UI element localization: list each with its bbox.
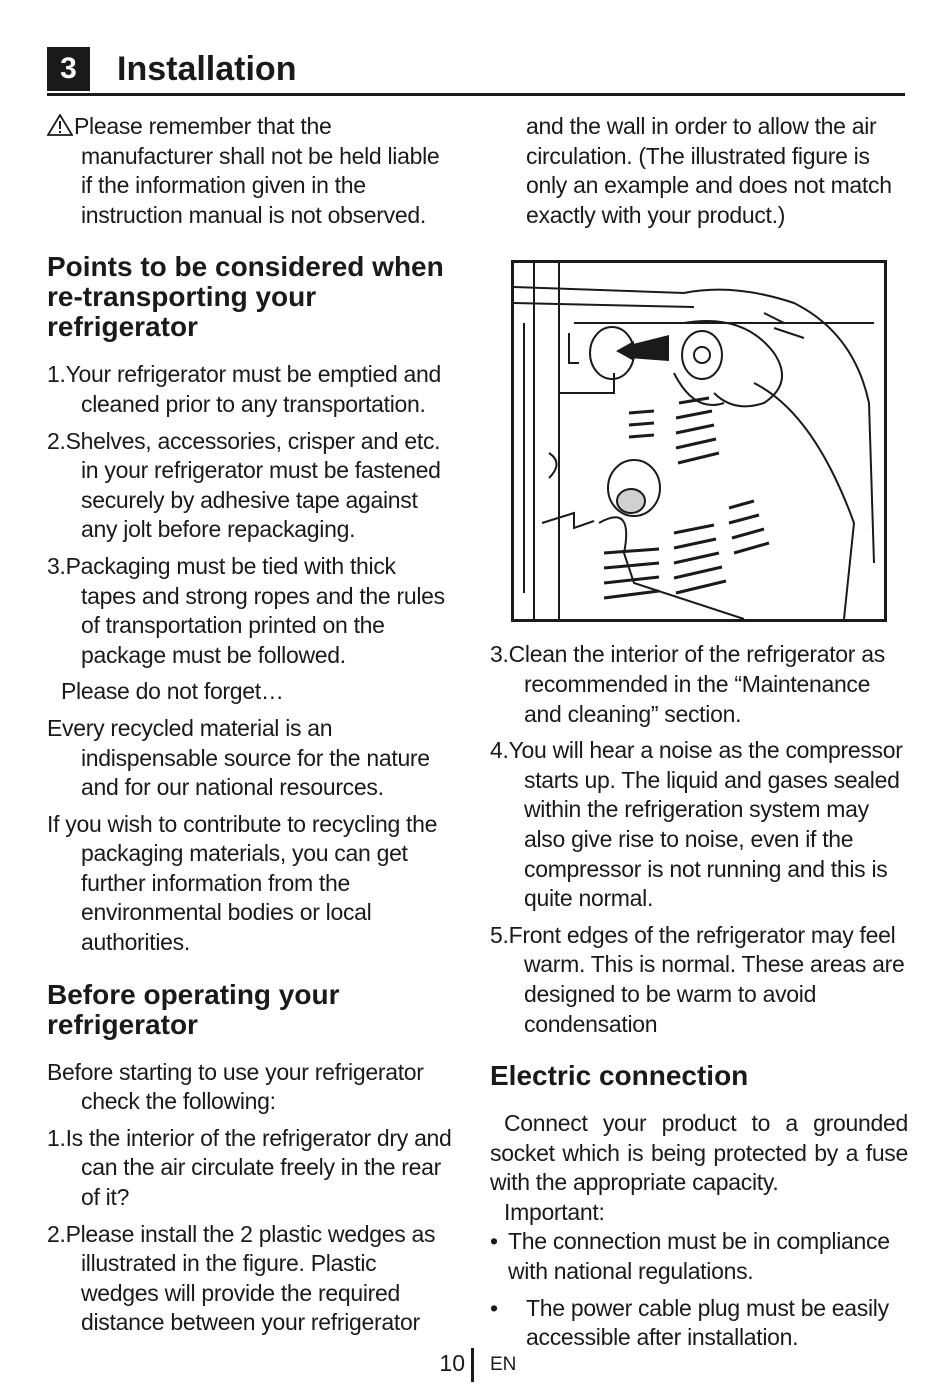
page-number: 10 (439, 1350, 465, 1376)
before-item-2: 2.Please install the 2 plastic wedges as illustrated in the figure. Plastic wedges will provide the required distance between your refrigerator (47, 1220, 436, 1336)
right-item-3: 3.Clean the interior of the refrigerator as recommended in the “Maintenance and cleaning” section. (490, 641, 885, 727)
right-item-4: 4.You will hear a noise as the compressor starts up. The liquid and gases sealed within the refrigeration system may also give rise to noise, even if the compressor is not running and this is quite normal. (490, 737, 903, 912)
transport-item-1: 1.Your refrigerator must be emptied and cleaned prior to any transportation. (47, 361, 442, 417)
right-column (490, 112, 908, 1360)
bullet-item-1 (490, 1227, 908, 1286)
section-title: Installation (117, 50, 297, 88)
warning-paragraph (47, 112, 452, 230)
before-item-1: 1.Is the interior of the refrigerator dry and can the air circulate freely in the rear of it? (47, 1124, 452, 1211)
page-footer (0, 1350, 950, 1386)
bullet-item-2 (490, 1294, 908, 1353)
wedge-illustration (514, 263, 884, 619)
warning-triangle-icon (47, 114, 73, 136)
bullet-dot-icon: • (490, 1228, 498, 1255)
warning-text: Please remember that the manufacturer shall not be held liable if the information given in the instruction manual is not observed. (74, 113, 440, 228)
heading-electric-connection: Electric connection (490, 1060, 749, 1092)
transport-item-2: 2.Shelves, accessories, crisper and etc. in your refrigerator must be fastened securely by adhesive tape against any jolt before repackaging. (47, 427, 441, 543)
electric-paragraph: Connect your product to a grounded socket which is being protected by a fuse with the appropriate capacity. (490, 1110, 908, 1196)
before-intro: Before starting to use your refrigerator check the following: (47, 1058, 424, 1115)
transport-item-3: 3.Packaging must be tied with thick tapes and strong ropes and the rules of transportation printed on the package must be followed. (47, 552, 445, 668)
important-label: Important: (504, 1198, 605, 1225)
footer-divider (471, 1348, 474, 1382)
recycle-paragraph-1: Every recycled material is an indispensable source for the nature and for our national resources. (47, 714, 430, 801)
language-code: EN (490, 1354, 517, 1375)
heading-transport: Points to be considered when re-transporting your refrigerator (47, 251, 444, 343)
wedge-installation-figure (511, 260, 887, 622)
recycle-paragraph-2: If you wish to contribute to recycling the packaging materials, you can get further information from the environmental bodies or local authorities. (47, 810, 438, 956)
bullet-text-2: The power cable plug must be easily accessible after installation. (526, 1294, 889, 1351)
continuation-paragraph: and the wall in order to allow the air circulation. (The illustrated figure is only an example and does not match exactly with your product.) (526, 113, 892, 228)
section-number-badge: 3 (47, 47, 90, 91)
bullet-text-1: The connection must be in compliance with national regulations. (508, 1228, 890, 1285)
left-column (47, 112, 452, 1345)
bullet-dot-icon: • (490, 1294, 498, 1321)
please-do-not-forget: Please do not forget… (61, 678, 284, 705)
section-header (47, 45, 905, 96)
right-item-5: 5.Front edges of the refrigerator may feel warm. This is normal. These areas are designed to be warm to avoid condensation (490, 921, 905, 1037)
heading-before-operating: Before operating your refrigerator (47, 978, 340, 1040)
